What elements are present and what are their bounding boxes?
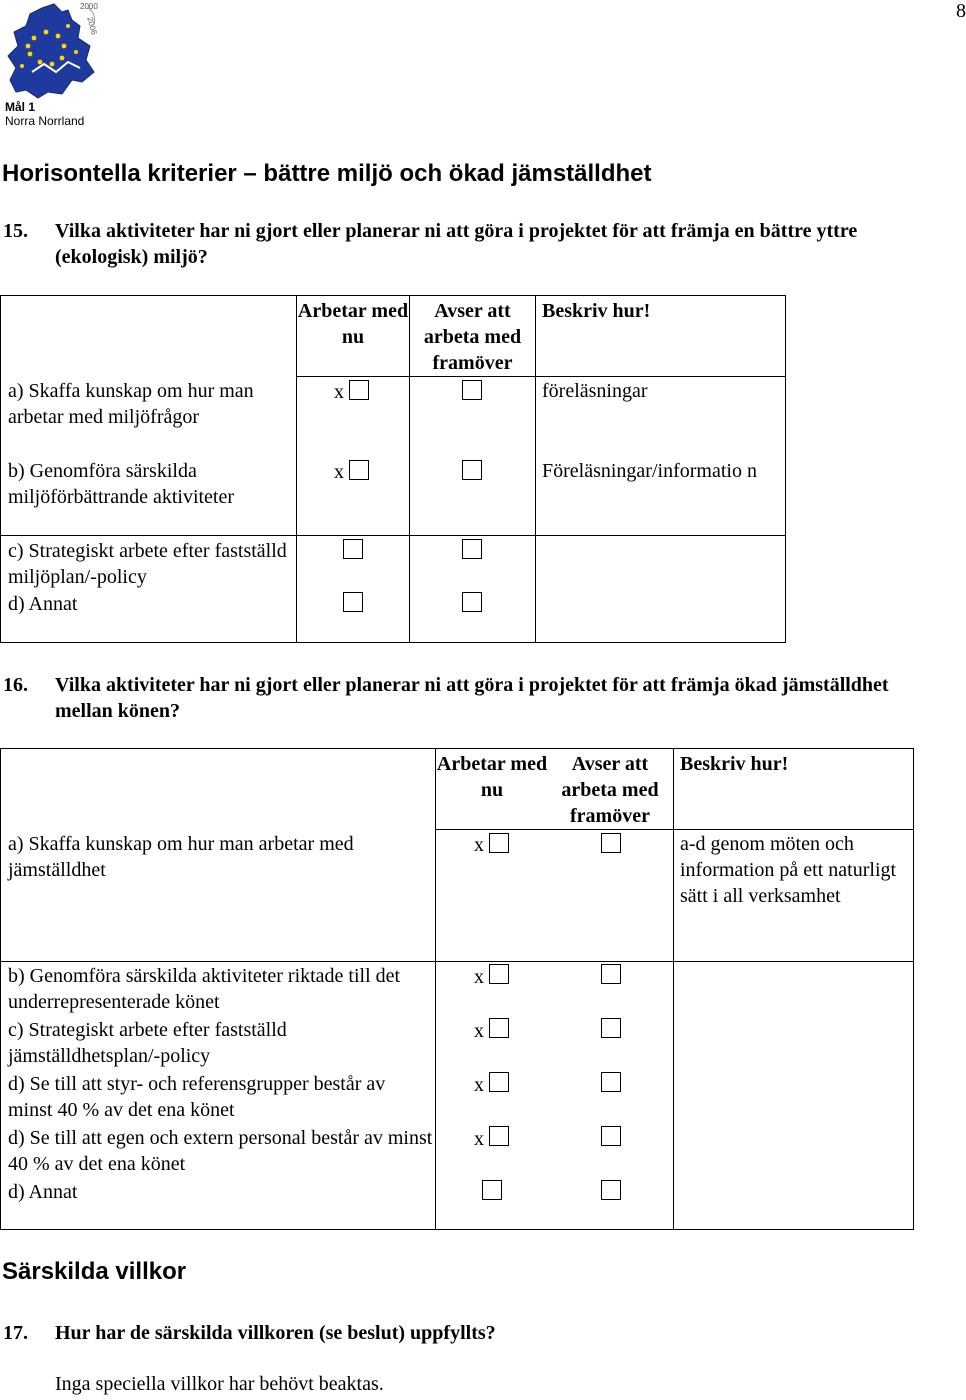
t16-row-a-describe: a-d genom möten och information på ett naturligt sätt i all verksamhet: [680, 833, 897, 907]
t16-header-describe: Beskriv hur!: [680, 753, 789, 775]
logo-line2: Norra Norrland: [5, 114, 85, 128]
page-number: 8: [956, 0, 966, 22]
t15-row-b-future-checkbox[interactable]: [462, 460, 482, 480]
t16-row-d1-now-checkbox[interactable]: [489, 1072, 509, 1092]
t16-row-d1-future-checkbox[interactable]: [601, 1072, 621, 1092]
t16-row-d2-now-mark: x: [474, 1128, 484, 1150]
t15-row-a-future-checkbox[interactable]: [462, 380, 482, 400]
t16-row-a-now-checkbox[interactable]: [489, 833, 509, 853]
table-15: [0, 295, 786, 643]
t15-header-future: Avser att arbeta med framöver: [423, 300, 522, 374]
section-heading-horisontella: Horisontella kriterier – bättre miljö och ökad jämställdhet: [2, 160, 652, 187]
question-15-number: 15.: [3, 220, 28, 242]
section-heading-sarskilda-villkor: Särskilda villkor: [2, 1258, 187, 1285]
logo-year-end: 2006: [85, 16, 99, 36]
question-15-text: Vilka aktiviteter har ni gjort eller planerar ni att göra i projektet för att främja en bättre yttre (ekologisk) miljö?: [55, 220, 858, 268]
t16-header-future: Avser att arbeta med framöver: [561, 753, 659, 827]
t16-row-d2-now-checkbox[interactable]: [489, 1126, 509, 1146]
t15-row-a-label: a) Skaffa kunskap om hur man arbetar med miljöfrågor: [8, 380, 254, 428]
t15-row-b-now-checkbox[interactable]: [349, 460, 369, 480]
question-16: [0, 672, 960, 728]
logo-line1: Mål 1: [5, 100, 36, 114]
t15-row-c-future-checkbox[interactable]: [462, 539, 482, 559]
t16-row-b-label: b) Genomföra särskilda aktiviteter riktade till det underrepresenterade könet: [8, 965, 401, 1013]
t15-row-d-now-checkbox[interactable]: [343, 592, 363, 612]
question-17-number: 17.: [3, 1322, 28, 1344]
t16-row-d2-future-checkbox[interactable]: [601, 1126, 621, 1146]
question-17-text: Hur har de särskilda villkoren (se beslut) uppfyllts?: [55, 1322, 496, 1344]
t16-row-a-now-mark: x: [474, 834, 484, 856]
question-16-number: 16.: [3, 674, 28, 696]
mal1-logo: [2, 2, 102, 128]
t15-row-c-label: c) Strategiskt arbete efter fastställd miljöplan/-policy: [8, 540, 287, 588]
t16-row-d2-label: d) Se till att egen och extern personal består av minst 40 % av det ena könet: [8, 1127, 433, 1175]
question-17-answer: Inga speciella villkor har behövt beaktas.: [55, 1373, 384, 1395]
t16-row-annat-label: d) Annat: [8, 1181, 78, 1203]
t15-row-b-now-mark: x: [334, 461, 344, 483]
t16-row-b-future-checkbox[interactable]: [601, 964, 621, 984]
t15-row-c-now-checkbox[interactable]: [343, 539, 363, 559]
t16-row-annat-now-checkbox[interactable]: [482, 1180, 502, 1200]
t15-row-d-future-checkbox[interactable]: [462, 592, 482, 612]
t15-header-now: Arbetar med nu: [297, 300, 409, 348]
t15-row-b-label: b) Genomföra särskilda miljöförbättrande aktiviteter: [8, 460, 235, 508]
t16-row-b-now-checkbox[interactable]: [489, 964, 509, 984]
t15-row-a-describe: föreläsningar: [542, 380, 648, 402]
t16-row-c-now-checkbox[interactable]: [489, 1018, 509, 1038]
t16-row-c-now-mark: x: [474, 1020, 484, 1042]
t15-row-a-now-checkbox[interactable]: [349, 380, 369, 400]
t16-row-c-future-checkbox[interactable]: [601, 1018, 621, 1038]
t16-row-a-future-checkbox[interactable]: [601, 833, 621, 853]
t15-row-b-describe: Föreläsningar/informatio n: [542, 460, 757, 482]
t16-row-d1-now-mark: x: [474, 1074, 484, 1096]
t15-row-a-now-mark: x: [334, 381, 344, 403]
t15-header-describe: Beskriv hur!: [542, 300, 651, 322]
table-16: [0, 748, 914, 1230]
t16-row-d1-label: d) Se till att styr- och referensgrupper består av minst 40 % av det ena könet: [8, 1073, 386, 1121]
logo-year-start: 2000: [80, 2, 98, 11]
t16-header-now: Arbetar med nu: [436, 753, 548, 801]
t16-row-annat-future-checkbox[interactable]: [601, 1180, 621, 1200]
t15-row-d-label: d) Annat: [8, 593, 78, 615]
question-17: [0, 1320, 960, 1348]
t16-row-a-label: a) Skaffa kunskap om hur man arbetar med jämställdhet: [8, 833, 354, 881]
t16-row-c-label: c) Strategiskt arbete efter fastställd jämställdhetsplan/-policy: [8, 1019, 287, 1067]
question-15: [0, 218, 960, 274]
question-16-text: Vilka aktiviteter har ni gjort eller planerar ni att göra i projektet för att främja ökad jämställdhet mellan könen?: [55, 674, 889, 722]
t16-row-b-now-mark: x: [474, 966, 484, 988]
logo-text: [5, 100, 84, 128]
